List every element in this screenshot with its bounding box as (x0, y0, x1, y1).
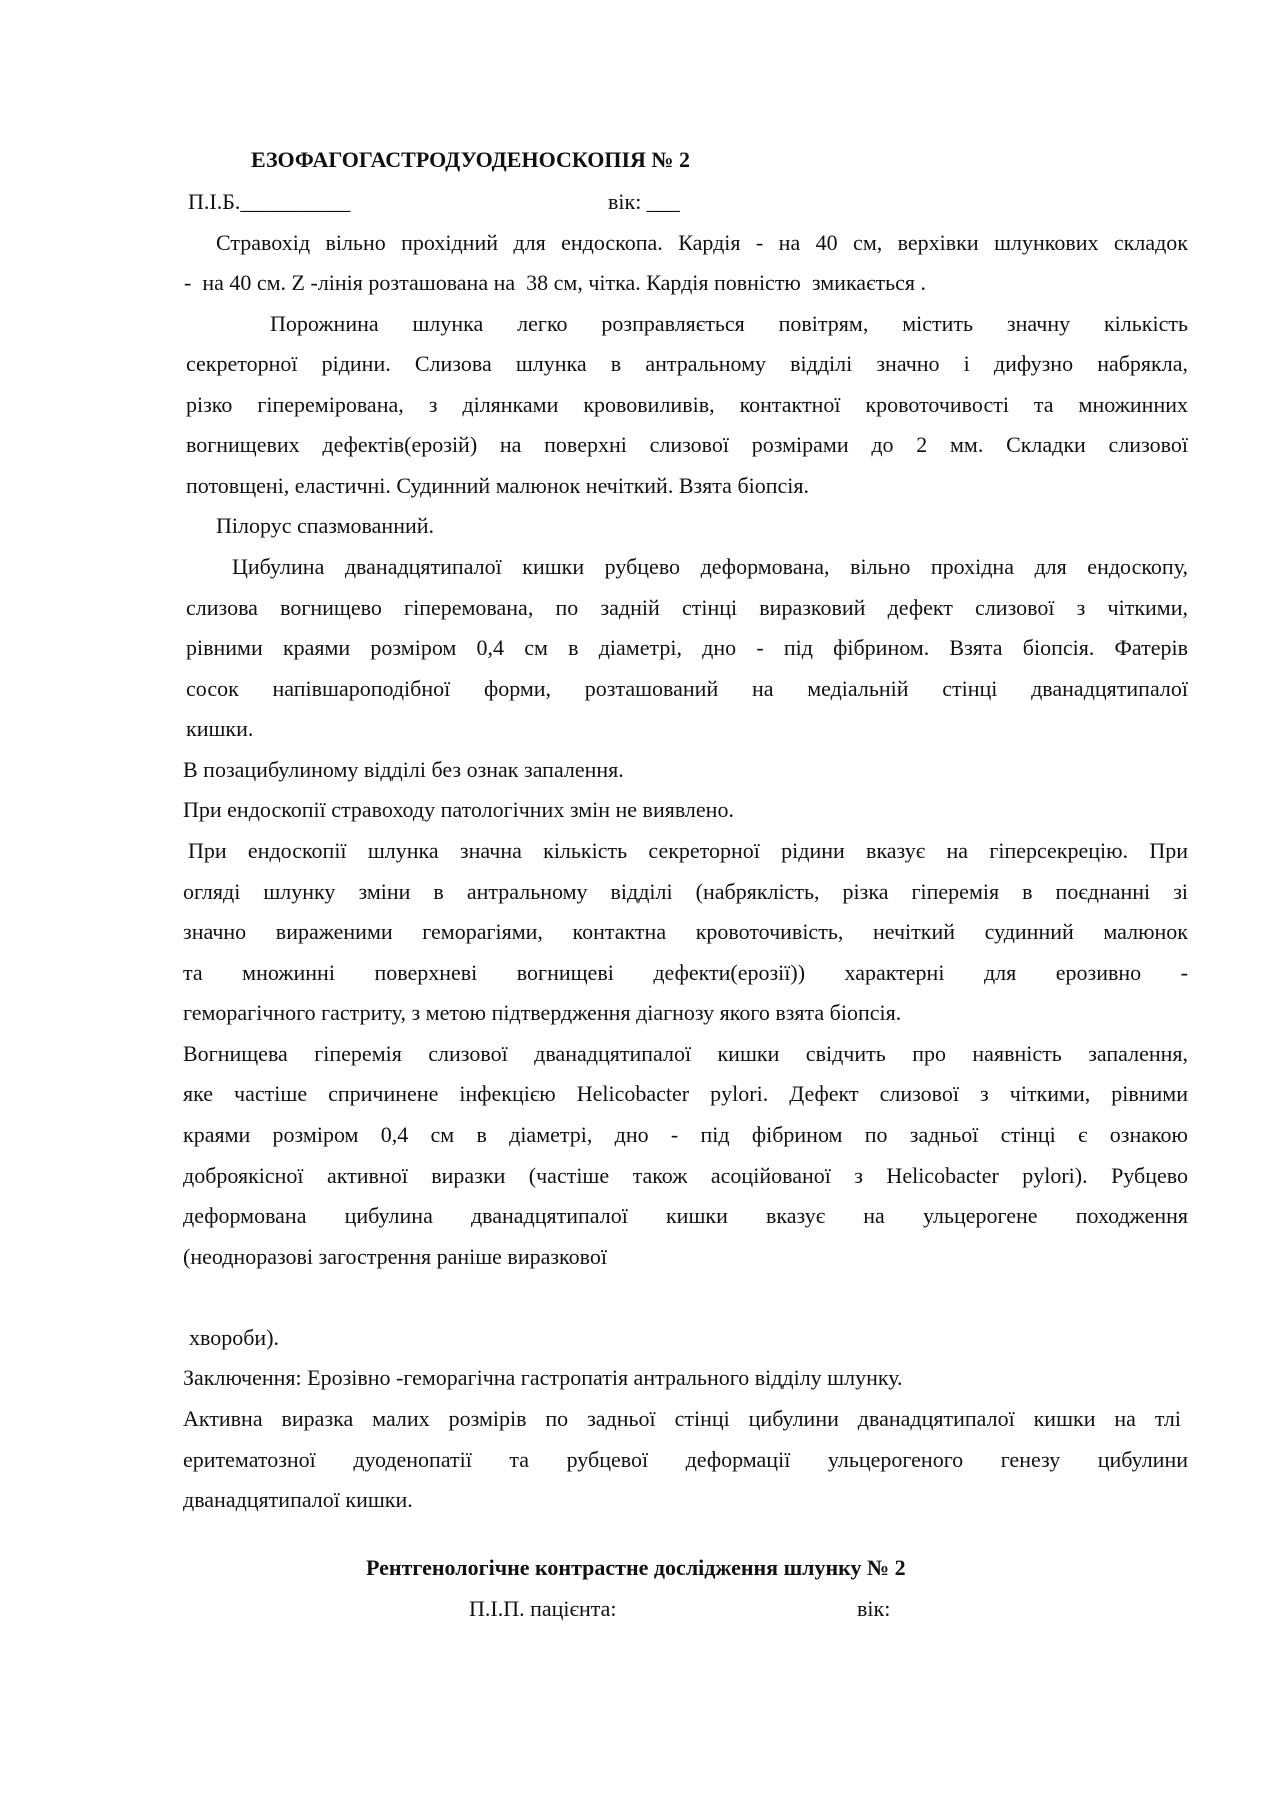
paragraph-line: хвороби). (189, 1325, 280, 1350)
paragraph-line: деформована цибулина дванадцятипалої кишки вказує на ульцерогене походження (183, 1203, 1188, 1228)
conclusion-line: дванадцятипалої кишки. (183, 1487, 413, 1512)
paragraph-line: кишки. (186, 716, 254, 741)
paragraph-line: слизова вогнищево гіперемована, по задній стінці виразковий дефект слизової з чіткими, (186, 595, 1188, 620)
paragraph-line: значно вираженими геморагіями, контактна кровоточивість, нечіткий судинний малюнок (183, 919, 1188, 944)
paragraph-line: Цибулина дванадцятипалої кишки рубцево деформована, вільно прохідна для ендоскопу, (232, 554, 1188, 579)
paragraph-line: При ендоскопії шлунка значна кількість секреторної рідини вказує на гіперсекрецію. При (188, 838, 1188, 863)
patient-label: П.І.П. пацієнта: (469, 1596, 617, 1621)
paragraph-line: та множинні поверхневі вогнищеві дефекти(ерозії)) характерні для ерозивно - (183, 960, 1188, 985)
paragraph-line: - на 40 см. Z -лінія розташована на 38 см, чітка. Кардія повністю змикається . (184, 270, 927, 295)
paragraph-line: Пілорус спазмованний. (216, 513, 435, 538)
paragraph-line: огляді шлунку зміни в антральному відділі (набряклість, різка гіперемія в поєднанні зі (183, 879, 1188, 904)
paragraph-line: рівними краями розміром 0,4 см в діаметрі, дно - під фібрином. Взята біопсія. Фатерів (186, 635, 1188, 660)
patient-name-field: П.І.Б.__________ (188, 189, 351, 214)
paragraph-line: секреторної рідини. Слизова шлунка в антральному відділі значно і дифузно набрякла, (186, 351, 1188, 376)
conclusion-line: еритематозної дуоденопатії та рубцевої деформації ульцерогеного генезу цибулини (183, 1447, 1188, 1472)
paragraph-line: Стравохід вільно прохідний для ендоскопа. Кардія - на 40 см, верхівки шлункових складок (216, 230, 1188, 255)
paragraph-line: потовщені, еластичні. Судинний малюнок нечіткий. Взята біопсія. (186, 473, 810, 498)
paragraph-line: При ендоскопії стравоходу патологічних змін не виявлено. (183, 797, 734, 822)
paragraph-line: В позацибулиному відділі без ознак запалення. (183, 757, 624, 782)
conclusion-line: Активна виразка малих розмірів по задньої стінці цибулини дванадцятипалої кишки на тлі (183, 1406, 1181, 1431)
paragraph-line: краями розміром 0,4 см в діаметрі, дно - під фібрином по задньої стінці є ознакою (183, 1122, 1188, 1147)
age-label: вік: (857, 1596, 891, 1621)
paragraph-line: (неодноразові загострення раніше виразкової (183, 1244, 607, 1269)
paragraph-line: доброякісної активної виразки (частіше також асоційованої з Helicobacter pylori). Рубцево (183, 1163, 1188, 1188)
document-title: ЕЗОФАГОГАСТРОДУОДЕНОСКОПІЯ № 2 (251, 147, 691, 172)
paragraph-line: вогнищевих дефектів(ерозій) на поверхні слизової розмірами до 2 мм. Складки слизової (186, 432, 1188, 457)
patient-age-field: вік: ___ (608, 189, 680, 214)
paragraph-line: різко гіперемірована, з ділянками крововиливів, контактної кровоточивості та множинних (186, 392, 1188, 417)
paragraph-line: яке частіше спричинене інфекцією Helicobacter pylori. Дефект слизової з чіткими, рівними (183, 1081, 1188, 1106)
section-title: Рентгенологічне контрастне дослідження шлунку № 2 (366, 1555, 906, 1580)
paragraph-line: сосок напівшароподібної форми, розташований на медіальній стінці дванадцятипалої (186, 676, 1188, 701)
paragraph-line: геморагічного гастриту, з метою підтвердження діагнозу якого взята біопсія. (183, 1000, 902, 1025)
paragraph-line: Вогнищева гіперемія слизової дванадцятипалої кишки свідчить про наявність запалення, (183, 1041, 1188, 1066)
paragraph-line: Порожнина шлунка легко розправляється повітрям, містить значну кількість (270, 311, 1188, 336)
conclusion-line: Заключення: Ерозівно -геморагічна гастропатія антрального відділу шлунку. (183, 1365, 903, 1390)
